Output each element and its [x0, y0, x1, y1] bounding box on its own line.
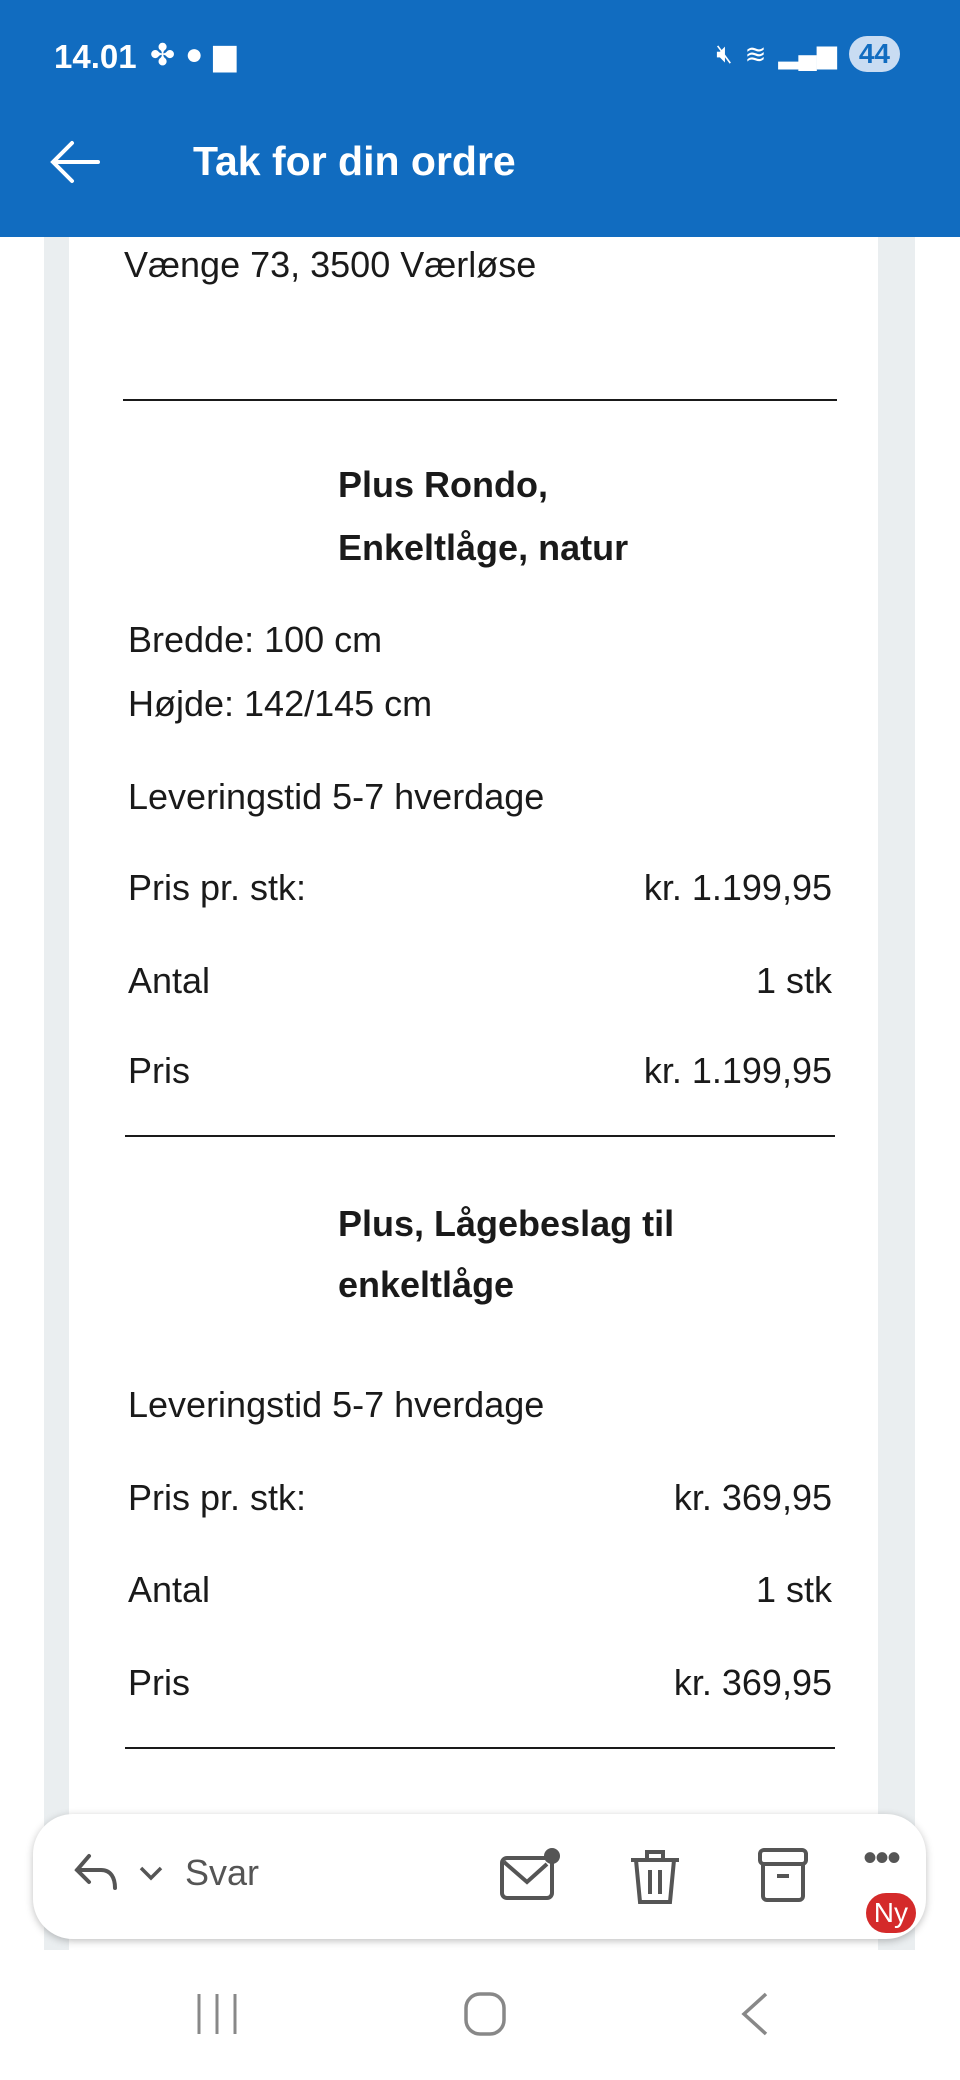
system-nav-bar [0, 1960, 960, 2080]
email-action-toolbar [33, 1814, 926, 1939]
price-label: Pris [128, 1662, 190, 1703]
chevron-down-icon[interactable] [137, 1864, 165, 1884]
price-label: Pris [128, 1050, 190, 1091]
price: kr. 369,95 [673, 1662, 832, 1703]
system-icons [716, 36, 900, 72]
address-text: Vænge 73, 3500 Værløse [124, 244, 537, 285]
store-icon: ▆ [213, 39, 237, 72]
back-arrow-icon[interactable] [48, 138, 102, 186]
unit-price-label: Pris pr. stk: [128, 867, 307, 908]
quantity-label: Antal [128, 960, 211, 1001]
delivery-time: Leveringstid 5-7 hverdage [128, 1384, 545, 1425]
mute-icon: 🔇︎ [716, 38, 733, 68]
trash-icon[interactable] [627, 1846, 683, 1908]
mark-unread-icon[interactable] [498, 1846, 560, 1904]
item-name: Plus, Lågebeslag til [338, 1203, 675, 1244]
unit-price-label: Pris pr. stk: [128, 1477, 307, 1518]
chat-icon: ● [185, 38, 204, 71]
reply-icon [73, 1850, 125, 1902]
new-badge[interactable]: Ny [866, 1893, 916, 1933]
recent-apps-icon[interactable] [195, 1990, 239, 2038]
divider [125, 1747, 835, 1749]
price: kr. 1.199,95 [643, 1050, 832, 1091]
reply-button[interactable] [73, 1844, 313, 1908]
item-width: Bredde: 100 cm [128, 619, 383, 660]
status-time: 14.01 [54, 38, 137, 75]
unit-price: kr. 369,95 [673, 1477, 832, 1518]
wifi-icon: ≋ [744, 38, 767, 69]
quantity: 1 stk [755, 1569, 832, 1610]
more-options-icon[interactable]: ••• [863, 1836, 900, 1880]
unit-price: kr. 1.199,95 [643, 867, 832, 908]
fan-icon: ✤ [150, 39, 176, 72]
reply-label: Svar [185, 1852, 260, 1893]
page-title: Tak for din ordre [193, 138, 516, 184]
item-name: Plus Rondo, [338, 464, 548, 505]
nav-back-icon[interactable] [738, 1990, 772, 2038]
item-height: Højde: 142/145 cm [128, 683, 433, 724]
quantity-label: Antal [128, 1569, 211, 1610]
item-name: Enkeltlåge, natur [338, 527, 629, 568]
home-icon[interactable] [462, 1990, 508, 2038]
item-name: enkeltlåge [338, 1264, 515, 1305]
divider [123, 399, 837, 401]
notification-icons [150, 38, 236, 73]
divider [125, 1135, 835, 1137]
battery-indicator: 44 [849, 36, 900, 72]
signal-icon: ▂▄▆ [778, 38, 837, 69]
quantity: 1 stk [755, 960, 832, 1001]
app-bar [0, 0, 960, 237]
delivery-time: Leveringstid 5-7 hverdage [128, 776, 545, 817]
archive-icon[interactable] [756, 1846, 810, 1906]
